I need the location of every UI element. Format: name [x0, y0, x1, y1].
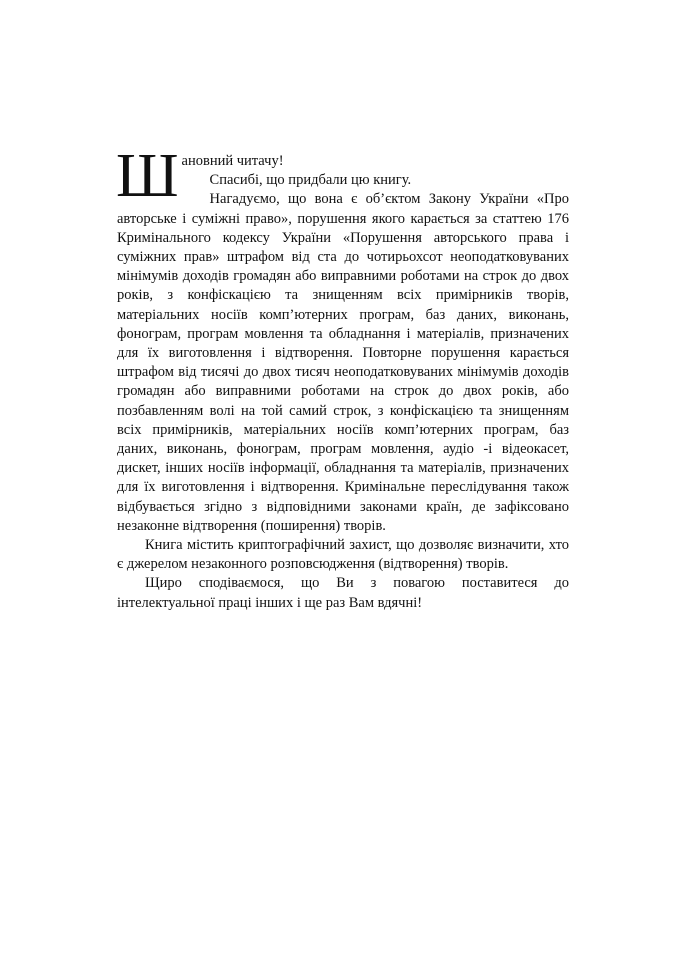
notice-text-block [116, 142, 569, 613]
thanks-paragraph: Спасибі, що придбали цю книгу. [209, 172, 412, 189]
copyright-law-paragraph: Нагадуємо, що вона є об’єктом Закону України «Про авторське і суміжні право», порушення якого карається за статтею 176 Кримінального кодексу України «Порушення авторського права і суміжних прав» штрафом від ста до чотирьохсот неоподатковуваних мінімумів доходів громадян або виправними роботами на строк до двох років, з конфіскацією та знищенням всіх примірників творів, матеріальних носіїв комп’ютерних програм, баз даних, виконань, фонограм, програм мовлення та обладнання і матеріалів, призначених для їх виготовлення і відтворення. Повторне порушення карається штрафом від тисячі до двох тисяч неоподатковуваних мінімумів доходів громадян або виправними роботами на строк до двох років, або позбавленням волі на той самий строк, з конфіскацією та знищенням всіх примірників, матеріальних носіїв комп’ютерних програм, баз даних, виконань, фонограм, програм мовлення, аудіо -і відеокасет, дискет, інших носіїв інформації, обладнання та матеріалів, призначених для їх виготовлення і відтворення. Кримінальне переслідування також відбувається згідно з відповідними законами країн, де зафіксовано незаконне відтворення (поширення) творів. [117, 191, 569, 534]
closing-paragraph: Щиро сподіваємося, що Ви з повагою поставитеся до інтелектуальної праці інших і ще раз Вам вдячні! [117, 575, 569, 611]
crypto-protection-paragraph: Книга містить криптографічний захист, що дозволяє визначити, хто є джерелом незаконного розповсюдження (відтворення) творів. [117, 537, 569, 573]
greeting-line: ановний читачу! [181, 153, 284, 169]
drop-cap-letter: Ш [116, 142, 179, 210]
